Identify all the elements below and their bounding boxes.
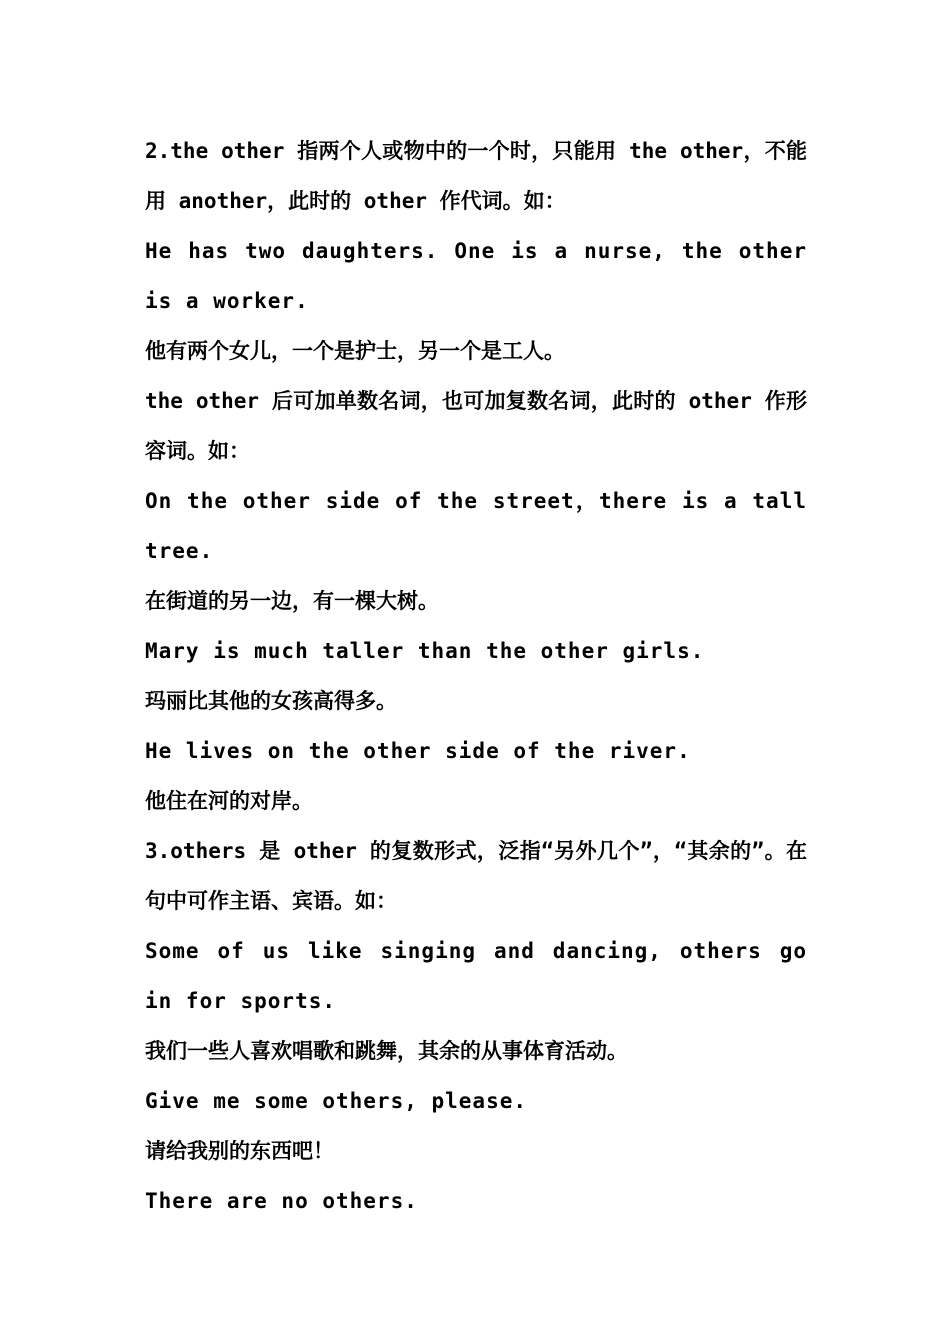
example-sentence-en: Some of us like singing and dancing, others go in for sports. (145, 939, 807, 1013)
example-sentence-zh: 他住在河的对岸。 (145, 789, 313, 813)
example-sentence-en: Mary is much taller than the other girls. (145, 639, 705, 663)
example-sentence-en: On the other side of the street，there is a tall tree. (145, 489, 807, 563)
paragraph-rule-3: 3.others 是 other 的复数形式，泛指“另外几个”，“其余的”。在句中可作主语、宾语。如： (145, 839, 807, 913)
example-sentence-en: There are no others. (145, 1189, 418, 1213)
example-sentence-zh: 我们一些人喜欢唱歌和跳舞，其余的从事体育活动。 (145, 1039, 628, 1063)
document-page (145, 126, 807, 1226)
example-sentence-en: He lives on the other side of the river. (145, 739, 691, 763)
example-sentence-zh: 玛丽比其他的女孩高得多。 (145, 689, 397, 713)
example-sentence-zh: 在街道的另一边，有一棵大树。 (145, 589, 439, 613)
paragraph-rule-2: 2.the other 指两个人或物中的一个时，只能用 the other，不能用 another，此时的 other 作代词。如： (145, 139, 807, 213)
example-sentence-zh: 他有两个女儿，一个是护士，另一个是工人。 (145, 339, 565, 363)
example-sentence-en: He has two daughters. One is a nurse, the other is a worker. (145, 239, 807, 313)
example-sentence-en: Give me some others, please. (145, 1089, 528, 1113)
example-sentence-zh: 请给我别的东西吧！ (145, 1139, 334, 1163)
paragraph-rule-2-note: the other 后可加单数名词，也可加复数名词，此时的 other 作形容词。如： (145, 389, 807, 463)
